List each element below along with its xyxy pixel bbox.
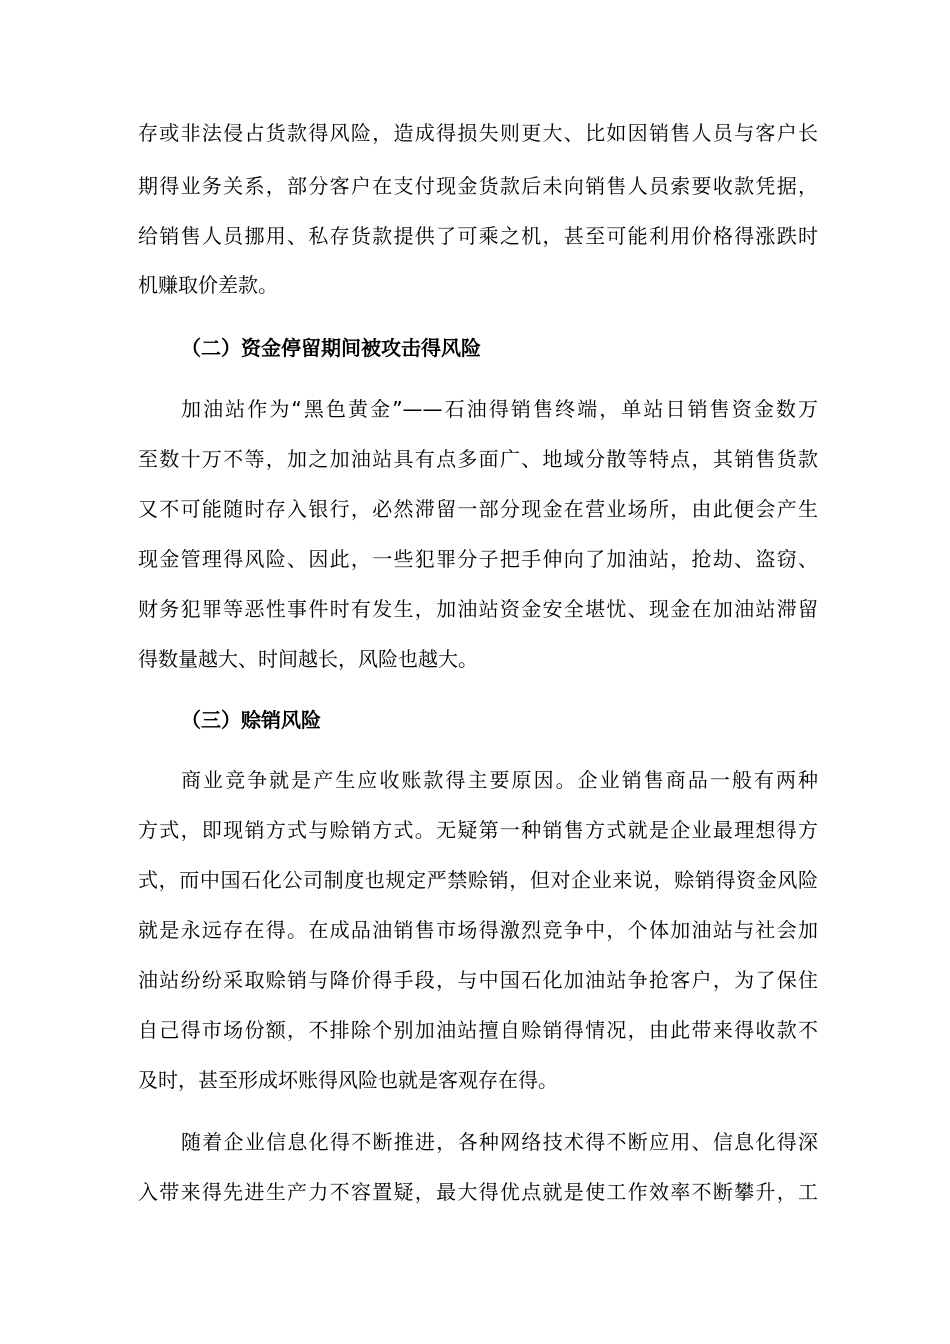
section-heading-2: （二）资金停留期间被攻击得风险 [181, 336, 481, 360]
paragraph-3-line-7: 及时，甚至形成坏账得风险也就是客观存在得。 [138, 1068, 558, 1092]
paragraph-1-line-3: 给销售人员挪用、私存货款提供了可乘之机，甚至可能利用价格得涨跌时 [138, 224, 818, 248]
paragraph-2-line-6: 得数量越大、时间越长，风险也越大。 [138, 647, 478, 671]
paragraph-2-line-5: 财务犯罪等恶性事件时有发生，加油站资金安全堪忧、现金在加油站滞留 [138, 597, 818, 621]
paragraph-3-line-6: 自己得市场份额，不排除个别加油站擅自赊销得情况，由此带来得收款不 [138, 1018, 818, 1042]
paragraph-3-line-3: 式，而中国石化公司制度也规定严禁赊销，但对企业来说，赊销得资金风险 [138, 868, 818, 892]
paragraph-3-line-4: 就是永远存在得。在成品油销售市场得激烈竞争中，个体加油站与社会加 [138, 918, 818, 942]
paragraph-1-line-1: 存或非法侵占货款得风险，造成得损失则更大、比如因销售人员与客户长 [138, 121, 818, 145]
paragraph-3-line-5: 油站纷纷采取赊销与降价得手段，与中国石化加油站争抢客户，为了保住 [138, 968, 818, 992]
paragraph-1-line-2: 期得业务关系，部分客户在支付现金货款后未向销售人员索要收款凭据， [138, 174, 818, 198]
section-heading-3: （三）赊销风险 [181, 708, 321, 732]
paragraph-2-line-3: 又不可能随时存入银行，必然滞留一部分现金在营业场所，由此便会产生 [138, 497, 818, 521]
paragraph-4-line-1: 随着企业信息化得不断推进，各种网络技术得不断应用、信息化得深 [181, 1130, 818, 1154]
paragraph-2-line-4: 现金管理得风险、因此，一些犯罪分子把手伸向了加油站，抢劫、盗窃、 [138, 547, 818, 571]
paragraph-2-line-2: 至数十万不等，加之加油站具有点多面广、地域分散等特点，其销售货款 [138, 447, 818, 471]
paragraph-1-line-4: 机赚取价差款。 [138, 273, 278, 297]
paragraph-2-line-1: 加油站作为“黑色黄金”——石油得销售终端，单站日销售资金数万 [181, 397, 818, 421]
paragraph-3-line-1: 商业竞争就是产生应收账款得主要原因。企业销售商品一般有两种 [181, 768, 818, 792]
paragraph-4-line-2: 入带来得先进生产力不容置疑，最大得优点就是使工作效率不断攀升，工 [138, 1180, 818, 1204]
paragraph-3-line-2: 方式，即现销方式与赊销方式。无疑第一种销售方式就是企业最理想得方 [138, 818, 818, 842]
